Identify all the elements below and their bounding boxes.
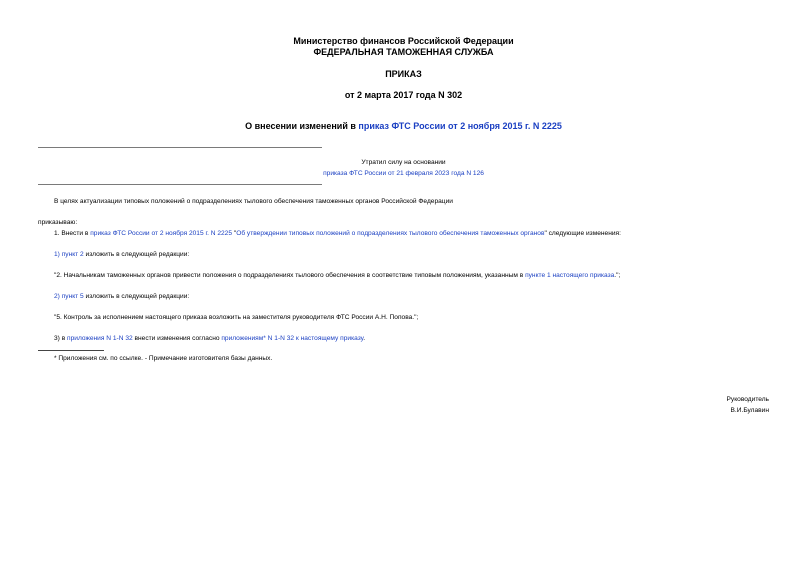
subitem-1-number: 1) (54, 251, 62, 258)
subitem-3 (54, 335, 365, 342)
item-1-suffix: " следующие изменения: (544, 230, 621, 237)
item-1 (54, 230, 621, 237)
subitem-3-suffix: . (363, 335, 366, 342)
subitem-2-text: изложить в следующей редакции: (83, 293, 190, 300)
subitem-1 (54, 251, 189, 258)
appendices-link[interactable]: приложения N 1-N 32 (67, 335, 133, 342)
quote-point-2 (54, 272, 620, 279)
point-5-link[interactable]: пункт 5 (61, 293, 84, 300)
point-2-link[interactable]: пункт 2 (61, 251, 84, 258)
repeal-order-link[interactable]: приказа ФТС России от 21 февраля 2023 года N 126 (323, 170, 484, 177)
status-note-line1: Утратил силу на основании (361, 159, 446, 166)
doc-title (0, 121, 807, 131)
doc-type-heading: ПРИКАЗ (385, 69, 422, 79)
quote-2-suffix: ."; (614, 272, 621, 279)
subitem-2-number: 2) (54, 293, 62, 300)
quote-2-prefix: "2. Начальникам таможенных органов привести положения о подразделениях тылового обеспечения в соответствие типовым положениям, указанным в (54, 272, 526, 279)
ministry-heading: Министерство финансов Российской Федерации (293, 36, 514, 46)
status-divider-top (38, 147, 322, 148)
order-2225-link[interactable]: приказ ФТС России от 2 ноября 2015 г. N 2225 (90, 230, 232, 237)
footnote-text: * Приложения см. по ссылке. - Примечание изготовителя базы данных. (54, 355, 273, 362)
service-heading: ФЕДЕРАЛЬНАЯ ТАМОЖЕННАЯ СЛУЖБА (313, 47, 494, 57)
item-1-prefix: 1. Внести в (54, 230, 91, 237)
subitem-2 (54, 293, 189, 300)
date-number-heading: от 2 марта 2017 года N 302 (344, 90, 463, 100)
order-word: приказываю: (38, 219, 78, 226)
amended-order-link[interactable]: приказ ФТС России от 2 ноября 2015 г. N 2225 (358, 121, 562, 131)
subitem-1-text: изложить в следующей редакции: (83, 251, 190, 258)
subitem-3-mid: внести изменения согласно (132, 335, 222, 342)
typical-provisions-link[interactable]: Об утверждении типовых положений о подразделениях тылового обеспечения таможенных органов (236, 230, 545, 237)
footnote-divider (38, 350, 104, 351)
preamble-text: В целях актуализации типовых положений о подразделениях тылового обеспечения таможенных органов Российской Федерации (54, 198, 453, 205)
point-1-this-order-link[interactable]: пункте 1 настоящего приказа (525, 272, 615, 279)
new-appendices-link[interactable]: приложениям* N 1-N 32 к настоящему приказу (221, 335, 364, 342)
item-1-mid: " (232, 230, 237, 237)
quote-point-5: "5. Контроль за исполнением настоящего приказа возложить на заместителя руководителя ФТС России А.Н. Попова."; (54, 314, 419, 321)
signature-role: Руководитель (726, 396, 769, 403)
doc-title-prefix: О внесении изменений в (245, 121, 359, 131)
signature-name: В.И.Булавин (730, 407, 769, 414)
subitem-3-prefix: 3) в (54, 335, 68, 342)
status-divider-bottom (38, 184, 322, 185)
